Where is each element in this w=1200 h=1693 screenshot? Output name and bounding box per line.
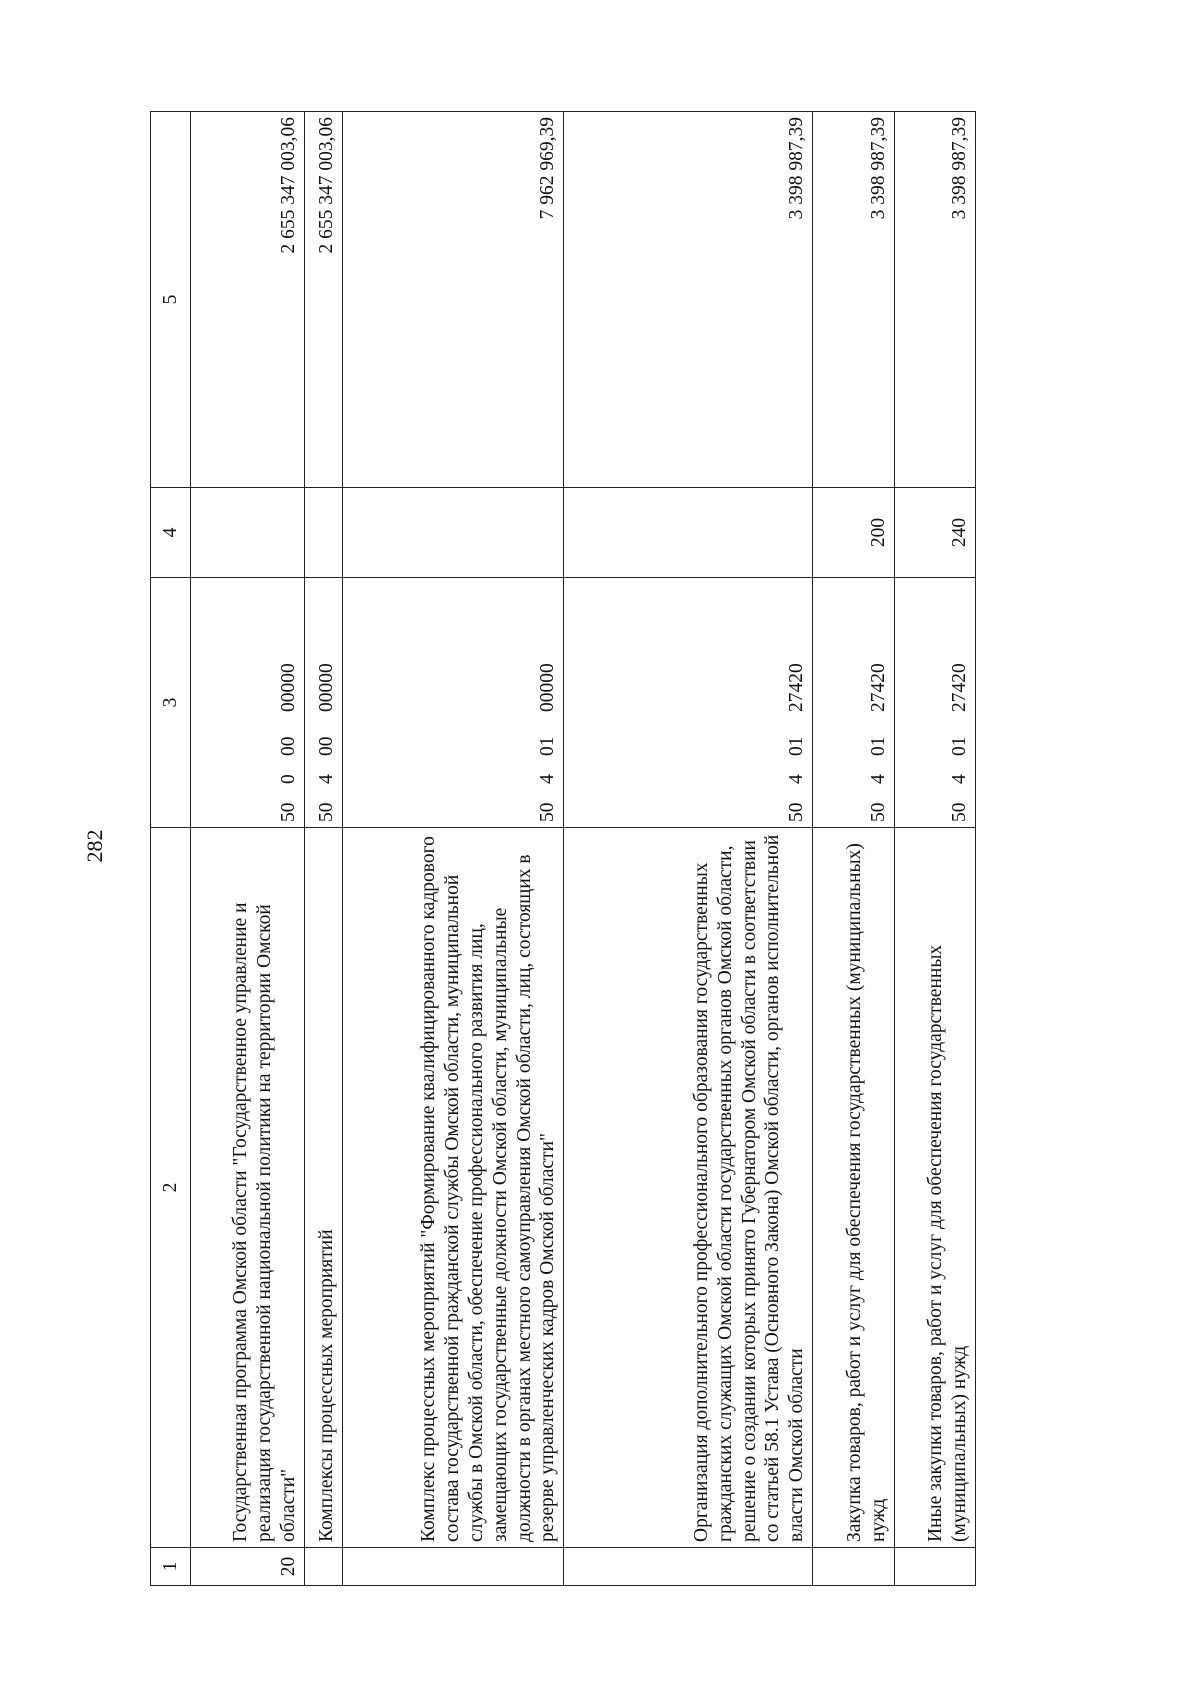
row-number bbox=[813, 1548, 894, 1586]
table-header-row bbox=[151, 112, 191, 1586]
page-number: 282 bbox=[82, 829, 107, 863]
row-expense-type bbox=[342, 488, 563, 578]
column-header: 4 bbox=[151, 488, 191, 578]
row-name: Комплексы процессных мероприятий bbox=[304, 828, 342, 1548]
table-row bbox=[342, 112, 563, 1586]
row-name: Государственная программа Омской области "Государственное управление и реализация государственной национальной политики на территории Омской области" bbox=[191, 828, 305, 1548]
row-amount: 3 398 987,39 bbox=[894, 112, 976, 488]
row-number bbox=[894, 1548, 976, 1586]
row-code: 5040127420 bbox=[894, 578, 976, 828]
row-code: 5040127420 bbox=[564, 578, 813, 828]
row-code: 5040000000 bbox=[304, 578, 342, 828]
row-expense-type bbox=[304, 488, 342, 578]
row-amount: 3 398 987,39 bbox=[813, 112, 894, 488]
column-header: 2 bbox=[151, 828, 191, 1548]
row-code: 5000000000 bbox=[191, 578, 305, 828]
row-amount: 7 962 969,39 bbox=[342, 112, 563, 488]
row-expense-type bbox=[564, 488, 813, 578]
row-amount: 2 655 347 003,06 bbox=[191, 112, 305, 488]
table-row bbox=[304, 112, 342, 1586]
row-code: 5040127420 bbox=[813, 578, 894, 828]
column-header: 3 bbox=[151, 578, 191, 828]
table-row bbox=[813, 112, 894, 1586]
row-name: Организация дополнительного профессионального образования государственных гражданских служащих Омской области государственных органов Омской области, решение о создании которых принято Губернатором Омской области в соответствии со статьей 58.1 Устава (Основного Закона) Омской области, органов исполнительной власти Омской области bbox=[564, 828, 813, 1548]
column-header: 1 bbox=[151, 1548, 191, 1586]
row-amount: 3 398 987,39 bbox=[564, 112, 813, 488]
row-name: Закупка товаров, работ и услуг для обеспечения государственных (муниципальных) нужд bbox=[813, 828, 894, 1548]
row-number: 20 bbox=[191, 1548, 305, 1586]
row-number bbox=[304, 1548, 342, 1586]
row-amount: 2 655 347 003,06 bbox=[304, 112, 342, 488]
row-expense-type: 240 bbox=[894, 488, 976, 578]
row-number bbox=[564, 1548, 813, 1586]
column-header: 5 bbox=[151, 112, 191, 488]
row-expense-type: 200 bbox=[813, 488, 894, 578]
budget-table-container bbox=[150, 112, 976, 1586]
row-expense-type bbox=[191, 488, 305, 578]
table-row bbox=[894, 112, 976, 1586]
budget-table bbox=[150, 111, 976, 1586]
row-code: 5040100000 bbox=[342, 578, 563, 828]
table-row bbox=[564, 112, 813, 1586]
table-row bbox=[191, 112, 305, 1586]
row-name: Комплекс процессных мероприятий "Формирование квалифицированного кадрового состава государственной гражданской службы Омской области, муниципальной службы в Омской области, обеспечение профессионального развития лиц, замещающих государственные должности Омской области, муниципальные должности в органах местного самоуправления Омской области, лиц, состоящих в резерве управленческих кадров Омской области" bbox=[342, 828, 563, 1548]
row-number bbox=[342, 1548, 563, 1586]
row-name: Иные закупки товаров, работ и услуг для обеспечения государственных (муниципальных) нужд bbox=[894, 828, 976, 1548]
